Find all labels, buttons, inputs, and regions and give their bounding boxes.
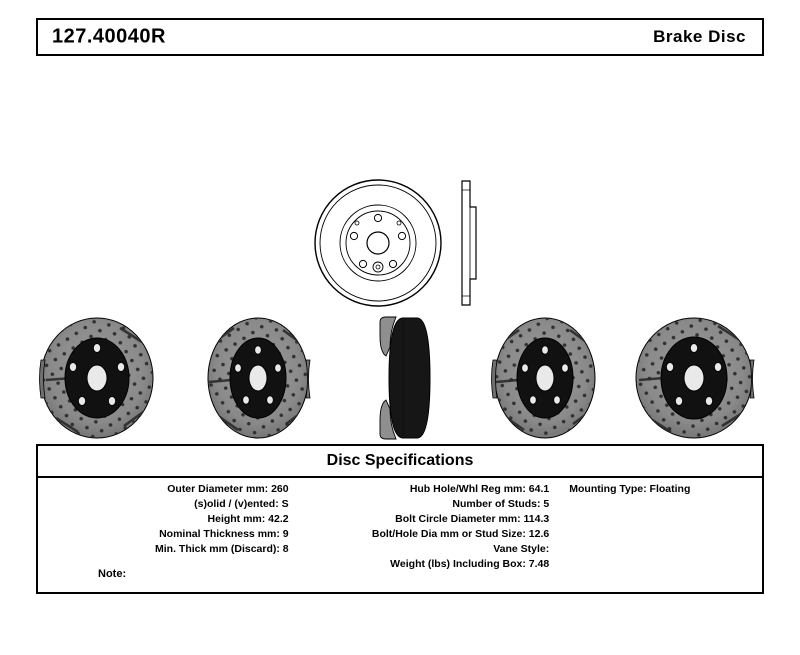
rotor-view-left-center [206, 316, 312, 440]
rotor-view-right-angled [634, 316, 756, 440]
spec-divider [38, 476, 762, 478]
spec-item: (s)olid / (v)ented: S [194, 498, 289, 510]
note-label: Note: [98, 568, 127, 580]
page-title: Brake Disc [653, 27, 746, 46]
spec-item: Bolt Circle Diameter mm: 114.3 [395, 513, 550, 525]
spec-columns [38, 482, 762, 572]
header-bar [36, 18, 764, 56]
product-drawing [0, 60, 800, 445]
spec-item: Min. Thick mm (Discard): 8 [155, 543, 289, 555]
spec-item: Nominal Thickness mm: 9 [159, 528, 289, 540]
spec-column-left [38, 482, 299, 572]
spec-item: Weight (lbs) Including Box: 7.48 [390, 558, 550, 570]
spec-item: Mounting Type: Floating [569, 483, 691, 495]
spec-column-right [559, 482, 762, 572]
top-edge-profile-view [462, 181, 476, 305]
rotor-view-right-center [492, 316, 600, 440]
spec-item: Hub Hole/Whl Reg mm: 64.1 [409, 483, 550, 495]
rotor-edge-cross-section [380, 317, 430, 439]
spec-item: Vane Style: [493, 543, 550, 555]
rotor-view-left-angled [39, 316, 157, 440]
disc-specifications-panel [36, 444, 764, 594]
spec-item: Number of Studs: 5 [452, 498, 550, 510]
spec-section-title: Disc Specifications [326, 452, 474, 469]
spec-item: Bolt/Hole Dia mm or Stud Size: 12.6 [371, 528, 550, 540]
part-number: 127.40040R [52, 25, 166, 48]
top-plan-disc-view [315, 180, 441, 306]
spec-column-middle [299, 482, 560, 572]
spec-item: Height mm: 42.2 [207, 513, 289, 525]
spec-item: Outer Diameter mm: 260 [167, 483, 289, 495]
